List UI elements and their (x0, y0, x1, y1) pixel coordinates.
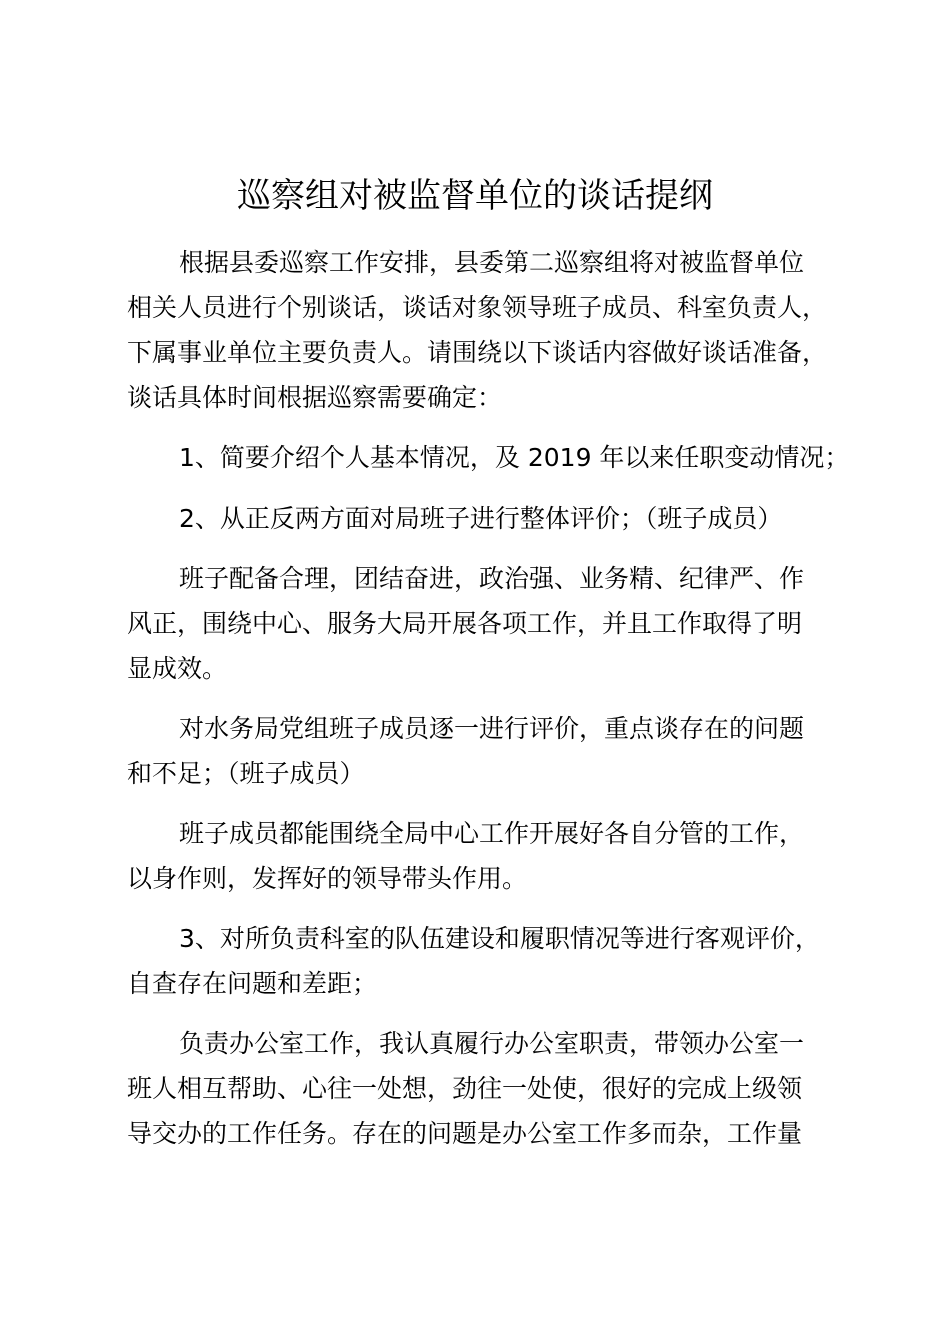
paragraph-team-assessment (127, 556, 867, 691)
paragraph-line: 自查存在问题和差距； (127, 969, 378, 998)
paragraph-line: 谈话具体时间根据巡察需要确定： (127, 383, 503, 412)
paragraph-line: 根据县委巡察工作安排，县委第二巡察组将对被监督单位 (179, 248, 805, 277)
paragraph-line: 3、对所负责科室的队伍建设和履职情况等进行客观评价， (179, 924, 820, 953)
paragraph-line: 显成效。 (127, 654, 228, 683)
paragraph-item-3 (127, 916, 867, 1006)
paragraph-line: 负责办公室工作，我认真履行办公室职责，带领办公室一 (179, 1029, 805, 1058)
paragraph-line: 班子配备合理，团结奋进，政治强、业务精、纪律严、作 (179, 564, 805, 593)
paragraph-line: 对水务局党组班子成员逐一进行评价，重点谈存在的问题 (179, 714, 805, 743)
paragraph-line: 2、从正反两方面对局班子进行整体评价；（班子成员） (179, 504, 783, 533)
paragraph-line: 1、简要介绍个人基本情况，及 2019 年以来任职变动情况； (179, 443, 850, 472)
paragraph-member-evaluation (127, 706, 867, 796)
paragraph-member-answer (127, 811, 867, 901)
paragraph-line: 和不足；（班子成员） (127, 759, 365, 788)
paragraph-line: 以身作则，发挥好的领导带头作用。 (127, 864, 528, 893)
paragraph-office-answer (127, 1021, 867, 1156)
paragraph-line: 下属事业单位主要负责人。请围绕以下谈话内容做好谈话准备， (127, 338, 828, 367)
paragraph-line: 导交办的工作任务。存在的问题是办公室工作多而杂，工作量 (127, 1119, 803, 1148)
paragraph-intro (127, 240, 867, 420)
paragraph-line: 风正，围绕中心、服务大局开展各项工作，并且工作取得了明 (127, 609, 803, 638)
paragraph-line: 班子成员都能围绕全局中心工作开展好各自分管的工作， (179, 819, 805, 848)
paragraph-line: 班人相互帮助、心往一处想，劲往一处使，很好的完成上级领 (127, 1074, 803, 1103)
paragraph-item-1 (127, 435, 867, 480)
paragraph-item-2 (127, 496, 867, 541)
document-title: 巡察组对被监督单位的谈话提纲 (237, 176, 713, 216)
paragraph-line: 相关人员进行个别谈话，谈话对象领导班子成员、科室负责人， (127, 293, 828, 322)
